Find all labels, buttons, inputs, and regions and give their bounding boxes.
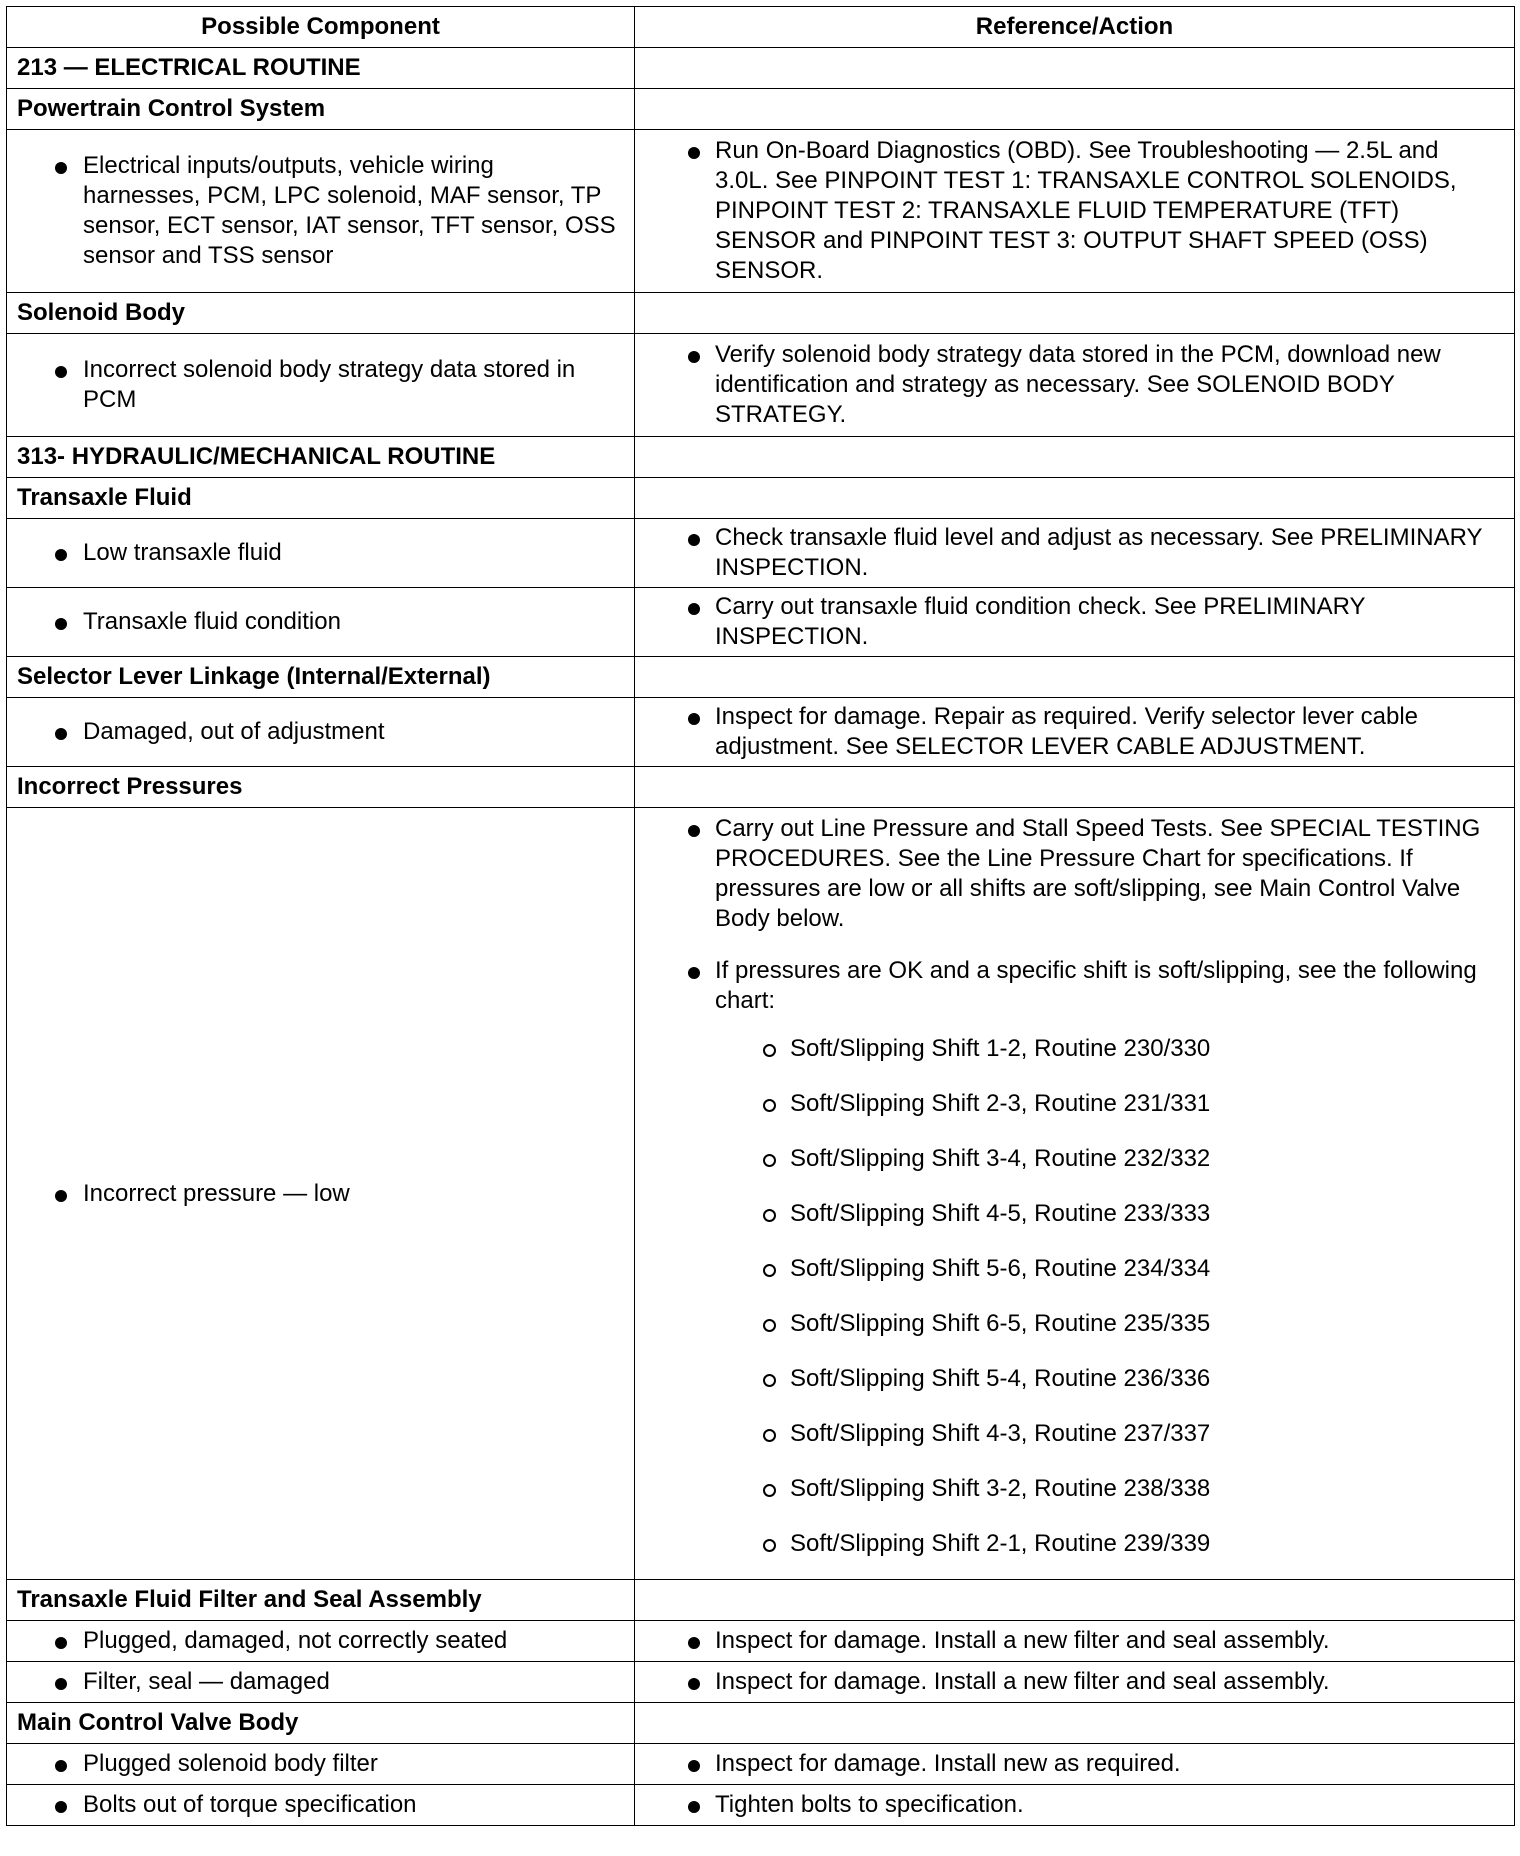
action-item: Inspect for damage. Repair as required. Verify selector lever cable adjustment. See SELECTOR LEVER CABLE ADJUSTMENT. — [645, 702, 1504, 762]
component-cell — [7, 334, 635, 437]
action-cell — [635, 130, 1515, 293]
valvebody-title: Main Control Valve Body — [7, 1703, 635, 1744]
empty-cell — [635, 767, 1515, 808]
table-row — [7, 1785, 1515, 1826]
component-item: Damaged, out of adjustment — [17, 717, 624, 747]
list-item: Soft/Slipping Shift 5-4, Routine 236/336 — [645, 1364, 1504, 1394]
list-item: Soft/Slipping Shift 4-3, Routine 237/337 — [645, 1419, 1504, 1449]
empty-cell — [635, 437, 1515, 478]
table-row — [7, 130, 1515, 293]
component-cell — [7, 1621, 635, 1662]
component-cell — [7, 519, 635, 588]
empty-cell — [635, 1703, 1515, 1744]
component-item: Plugged solenoid body filter — [17, 1749, 624, 1779]
list-item: Soft/Slipping Shift 3-2, Routine 238/338 — [645, 1474, 1504, 1504]
action-item: Inspect for damage. Install a new filter and seal assembly. — [645, 1667, 1504, 1697]
action-item: Verify solenoid body strategy data stored in the PCM, download new identification and strategy as necessary. See SOLENOID BODY STRATEGY. — [645, 340, 1504, 430]
component-item: Incorrect solenoid body strategy data stored in PCM — [17, 355, 624, 415]
action-cell — [635, 519, 1515, 588]
subsection-row-valvebody — [7, 1703, 1515, 1744]
subsection-row-pcs — [7, 89, 1515, 130]
component-item: Filter, seal — damaged — [17, 1667, 624, 1697]
header-row — [7, 7, 1515, 48]
action-item: Inspect for damage. Install a new filter and seal assembly. — [645, 1626, 1504, 1656]
component-cell — [7, 698, 635, 767]
table-row — [7, 698, 1515, 767]
table-row — [7, 588, 1515, 657]
pcs-title: Powertrain Control System — [7, 89, 635, 130]
component-cell — [7, 1744, 635, 1785]
empty-cell — [635, 293, 1515, 334]
section-row-313 — [7, 437, 1515, 478]
action-cell — [635, 588, 1515, 657]
empty-cell — [635, 1580, 1515, 1621]
action-cell — [635, 334, 1515, 437]
action-cell — [635, 808, 1515, 1580]
pressures-title: Incorrect Pressures — [7, 767, 635, 808]
component-item: Transaxle fluid condition — [17, 607, 624, 637]
list-item: Soft/Slipping Shift 5-6, Routine 234/334 — [645, 1254, 1504, 1284]
action-cell — [635, 1744, 1515, 1785]
header-possible-component: Possible Component — [7, 7, 635, 48]
action-item: Carry out transaxle fluid condition check. See PRELIMINARY INSPECTION. — [645, 592, 1504, 652]
list-item: Soft/Slipping Shift 3-4, Routine 232/332 — [645, 1144, 1504, 1174]
component-cell — [7, 130, 635, 293]
empty-cell — [635, 657, 1515, 698]
action-cell — [635, 1621, 1515, 1662]
subsection-row-linkage — [7, 657, 1515, 698]
table-row — [7, 808, 1515, 1580]
section-row-213 — [7, 48, 1515, 89]
action-cell — [635, 698, 1515, 767]
component-cell — [7, 808, 635, 1580]
empty-cell — [635, 48, 1515, 89]
action-item: Carry out Line Pressure and Stall Speed Tests. See SPECIAL TESTING PROCEDURES. See the Line Pressure Chart for specifications. If pressures are low or all shifts are soft/slipping, see Main Control Valve Body below. — [645, 814, 1504, 934]
filter-title: Transaxle Fluid Filter and Seal Assembly — [7, 1580, 635, 1621]
component-item: Incorrect pressure — low — [17, 1179, 624, 1209]
list-item: Soft/Slipping Shift 4-5, Routine 233/333 — [645, 1199, 1504, 1229]
list-item: Soft/Slipping Shift 1-2, Routine 230/330 — [645, 1034, 1504, 1064]
action-item: Inspect for damage. Install new as required. — [645, 1749, 1504, 1779]
linkage-title: Selector Lever Linkage (Internal/External) — [7, 657, 635, 698]
table-row — [7, 1662, 1515, 1703]
component-item: Plugged, damaged, not correctly seated — [17, 1626, 624, 1656]
list-item: Soft/Slipping Shift 2-3, Routine 231/331 — [645, 1089, 1504, 1119]
fluid-title: Transaxle Fluid — [7, 478, 635, 519]
header-reference-action: Reference/Action — [635, 7, 1515, 48]
component-cell — [7, 1662, 635, 1703]
component-cell — [7, 588, 635, 657]
shift-routine-list — [645, 1034, 1504, 1559]
empty-cell — [635, 478, 1515, 519]
action-item: Run On-Board Diagnostics (OBD). See Troubleshooting — 2.5L and 3.0L. See PINPOINT TEST 1: TRANSAXLE CONTROL SOLENOIDS, PINPOINT TEST 2: TRANSAXLE FLUID TEMPERATURE (TFT) SENSOR and PINPOINT TEST 3: OUTPUT SHAFT SPEED (OSS) SENSOR. — [645, 136, 1504, 286]
table-row — [7, 1744, 1515, 1785]
table-row — [7, 334, 1515, 437]
subsection-row-pressures — [7, 767, 1515, 808]
action-item: Check transaxle fluid level and adjust as necessary. See PRELIMINARY INSPECTION. — [645, 523, 1504, 583]
list-item: Soft/Slipping Shift 6-5, Routine 235/335 — [645, 1309, 1504, 1339]
action-cell — [635, 1662, 1515, 1703]
list-item: Soft/Slipping Shift 2-1, Routine 239/339 — [645, 1529, 1504, 1559]
solenoid-title: Solenoid Body — [7, 293, 635, 334]
diagnosis-table — [6, 6, 1515, 1826]
component-cell — [7, 1785, 635, 1826]
component-item: Electrical inputs/outputs, vehicle wiring harnesses, PCM, LPC solenoid, MAF sensor, TP sensor, ECT sensor, IAT sensor, TFT sensor, OSS sensor and TSS sensor — [17, 151, 624, 271]
action-item: Tighten bolts to specification. — [645, 1790, 1504, 1820]
action-item: If pressures are OK and a specific shift is soft/slipping, see the following chart: — [645, 956, 1504, 1016]
routine-213-title: 213 — ELECTRICAL ROUTINE — [7, 48, 635, 89]
empty-cell — [635, 89, 1515, 130]
action-cell — [635, 1785, 1515, 1826]
subsection-row-filter — [7, 1580, 1515, 1621]
subsection-row-fluid — [7, 478, 1515, 519]
subsection-row-solenoid — [7, 293, 1515, 334]
table-row — [7, 519, 1515, 588]
component-item: Low transaxle fluid — [17, 538, 624, 568]
routine-313-title: 313- HYDRAULIC/MECHANICAL ROUTINE — [7, 437, 635, 478]
table-row — [7, 1621, 1515, 1662]
component-item: Bolts out of torque specification — [17, 1790, 624, 1820]
